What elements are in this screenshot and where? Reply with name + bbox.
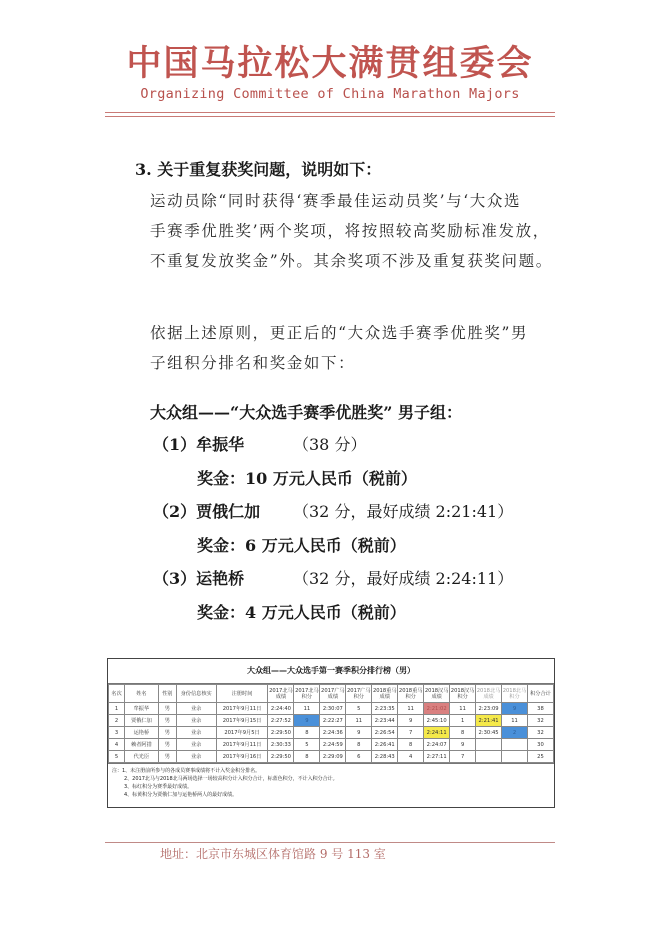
cell: 贾俄仁加 xyxy=(124,715,158,727)
cell: 业余 xyxy=(176,715,216,727)
paragraph-ranking-intro xyxy=(150,318,555,378)
cell: 2:23:35 xyxy=(372,703,398,715)
table-row xyxy=(109,751,554,763)
cell: 32 xyxy=(527,727,553,739)
cell xyxy=(502,739,528,751)
cell: 5 xyxy=(109,751,125,763)
col-header: 名次 xyxy=(109,685,125,703)
cell: 2:30:33 xyxy=(268,739,294,751)
cell: 5 xyxy=(294,739,320,751)
cell: 8 xyxy=(294,751,320,763)
cell: 25 xyxy=(527,751,553,763)
cell xyxy=(476,751,502,763)
cell xyxy=(476,739,502,751)
cell: 8 xyxy=(398,739,424,751)
cell: 2:24:36 xyxy=(320,727,346,739)
cell: 2017年9月11日 xyxy=(216,739,268,751)
cell: 9 xyxy=(450,739,476,751)
cell: 2:27:52 xyxy=(268,715,294,727)
col-header: 2017广马积分 xyxy=(346,685,372,703)
para-line: 不重复发放奖金”外。其余奖项不涉及重复获奖问题。 xyxy=(150,252,553,270)
cell: 业余 xyxy=(176,739,216,751)
col-header: 2018汉马成绩 xyxy=(424,685,450,703)
cell: 2:24:07 xyxy=(424,739,450,751)
award-1-prize: 奖金：10 万元人民币（税前） xyxy=(197,469,417,488)
cell: 2 xyxy=(109,715,125,727)
cell: 5 xyxy=(346,703,372,715)
note-line: 4、标黄积分为贾俄仁加与运艳桥两人的最好成绩。 xyxy=(124,792,238,798)
cell-highlight-yellow: 2:21:41 xyxy=(476,715,502,727)
section-heading: 3. 关于重复获奖问题，说明如下： xyxy=(135,160,382,179)
cell: 2:30:45 xyxy=(476,727,502,739)
cell: 8 xyxy=(294,727,320,739)
footer-address: 地址：北京市东城区体育馆路 9 号 113 室 xyxy=(160,847,386,861)
col-header: 2018汉马积分 xyxy=(450,685,476,703)
col-header: 姓名 xyxy=(124,685,158,703)
note-line: 3、标红积分为赛季最好成绩。 xyxy=(124,784,193,790)
cell: 2:24:59 xyxy=(320,739,346,751)
cell: 男 xyxy=(158,739,176,751)
cell: 11 xyxy=(502,715,528,727)
cell: 2017年9月11日 xyxy=(216,703,268,715)
col-header: 2018重马积分 xyxy=(398,685,424,703)
cell: 2017年9月16日 xyxy=(216,751,268,763)
cell xyxy=(502,751,528,763)
col-header: 身份信息核实 xyxy=(176,685,216,703)
paragraph-repeat-awards xyxy=(150,186,555,276)
cell-highlight-yellow: 2:24:11 xyxy=(424,727,450,739)
cell: 11 xyxy=(450,703,476,715)
table-row xyxy=(109,703,554,715)
cell: 9 xyxy=(346,727,372,739)
cell: 2:24:40 xyxy=(268,703,294,715)
table-row xyxy=(109,739,554,751)
cell: 2:29:50 xyxy=(268,727,294,739)
cell-highlight-blue: 2 xyxy=(502,727,528,739)
cell: 业余 xyxy=(176,751,216,763)
group-heading: 大众组——“大众选手赛季优胜奖” 男子组： xyxy=(150,403,462,422)
cell: 11 xyxy=(346,715,372,727)
cell: 2:29:09 xyxy=(320,751,346,763)
ranking-table xyxy=(107,658,555,808)
cell: 男 xyxy=(158,703,176,715)
cell: 2:30:07 xyxy=(320,703,346,715)
award-3-prize: 奖金：4 万元人民币（税前） xyxy=(197,603,406,622)
cell: 男 xyxy=(158,751,176,763)
award-2-rank: （2）贾俄仁加 xyxy=(153,502,261,521)
table-notes xyxy=(108,763,554,807)
ranking-grid xyxy=(108,684,554,763)
col-header: 2017北马积分 xyxy=(294,685,320,703)
cell: 2017年9月5日 xyxy=(216,727,268,739)
table-header-row xyxy=(109,685,554,703)
para-line: 依据上述原则，更正后的“大众选手赛季优胜奖”男 xyxy=(150,324,529,342)
col-header: 2017广马成绩 xyxy=(320,685,346,703)
cell: 2:22:27 xyxy=(320,715,346,727)
award-2-detail: （32 分，最好成绩 2:21:41） xyxy=(293,502,514,521)
cell-highlight-blue: 9 xyxy=(294,715,320,727)
cell: 2:23:09 xyxy=(476,703,502,715)
letterhead-title: 中国马拉松大满贯组委会 xyxy=(126,43,534,84)
cell: 7 xyxy=(450,751,476,763)
cell: 9 xyxy=(398,715,424,727)
cell: 4 xyxy=(398,751,424,763)
col-header: 2018北马成绩 xyxy=(476,685,502,703)
col-header: 积分合计 xyxy=(527,685,553,703)
note-line: 注：1、未注册前所参与的各成员赛事成绩将不计入奖金积分排名。 xyxy=(112,768,261,774)
cell: 2:45:10 xyxy=(424,715,450,727)
cell: 2:27:11 xyxy=(424,751,450,763)
cell: 2:23:44 xyxy=(372,715,398,727)
col-header: 2018北马积分 xyxy=(502,685,528,703)
award-2-prize: 奖金：6 万元人民币（税前） xyxy=(197,536,406,555)
cell: 1 xyxy=(109,703,125,715)
cell-highlight-red: 2:21:02 xyxy=(424,703,450,715)
cell: 38 xyxy=(527,703,553,715)
col-header: 2017北马成绩 xyxy=(268,685,294,703)
award-3-rank: （3）运艳桥 xyxy=(153,569,245,588)
cell: 6 xyxy=(346,751,372,763)
cell: 3 xyxy=(109,727,125,739)
table-row xyxy=(109,715,554,727)
cell: 30 xyxy=(527,739,553,751)
cell: 32 xyxy=(527,715,553,727)
cell: 运艳桥 xyxy=(124,727,158,739)
cell: 代光臣 xyxy=(124,751,158,763)
cell: 2:29:50 xyxy=(268,751,294,763)
note-line: 2、2017北马与2018北马两场选择一场较高积分计入积分合计，标蓝色积分，不计入积分合计。 xyxy=(124,776,338,782)
cell: 4 xyxy=(109,739,125,751)
table-title: 大众组——大众选手第一赛季积分排行榜（男） xyxy=(108,659,554,684)
cell-highlight-blue: 9 xyxy=(502,703,528,715)
cell: 业余 xyxy=(176,727,216,739)
letterhead-divider xyxy=(105,112,555,117)
cell: 8 xyxy=(346,739,372,751)
para-line: 手赛季优胜奖’两个奖项，将按照较高奖励标准发放， xyxy=(150,222,550,240)
cell: 1 xyxy=(450,715,476,727)
cell: 2017年9月15日 xyxy=(216,715,268,727)
col-header: 2018重马成绩 xyxy=(372,685,398,703)
award-1-detail: （38 分） xyxy=(293,435,367,454)
col-header: 注册时间 xyxy=(216,685,268,703)
award-3-detail: （32 分，最好成绩 2:24:11） xyxy=(293,569,514,588)
footer-divider xyxy=(105,842,555,843)
cell: 业余 xyxy=(176,703,216,715)
cell: 男 xyxy=(158,715,176,727)
para-line: 子组积分排名和奖金如下： xyxy=(150,354,356,372)
letterhead-subtitle: Organizing Committee of China Marathon Majors xyxy=(140,86,520,102)
cell: 7 xyxy=(398,727,424,739)
cell: 8 xyxy=(450,727,476,739)
cell: 赖者阿措 xyxy=(124,739,158,751)
col-header: 性别 xyxy=(158,685,176,703)
cell: 2:26:41 xyxy=(372,739,398,751)
table-row xyxy=(109,727,554,739)
cell: 牟振华 xyxy=(124,703,158,715)
para-line: 运动员除“同时获得‘赛季最佳运动员奖’与‘大众选 xyxy=(150,192,522,210)
award-1-rank: （1）牟振华 xyxy=(153,435,245,454)
cell: 11 xyxy=(294,703,320,715)
cell: 2:26:54 xyxy=(372,727,398,739)
cell: 11 xyxy=(398,703,424,715)
cell: 2:28:43 xyxy=(372,751,398,763)
cell: 男 xyxy=(158,727,176,739)
